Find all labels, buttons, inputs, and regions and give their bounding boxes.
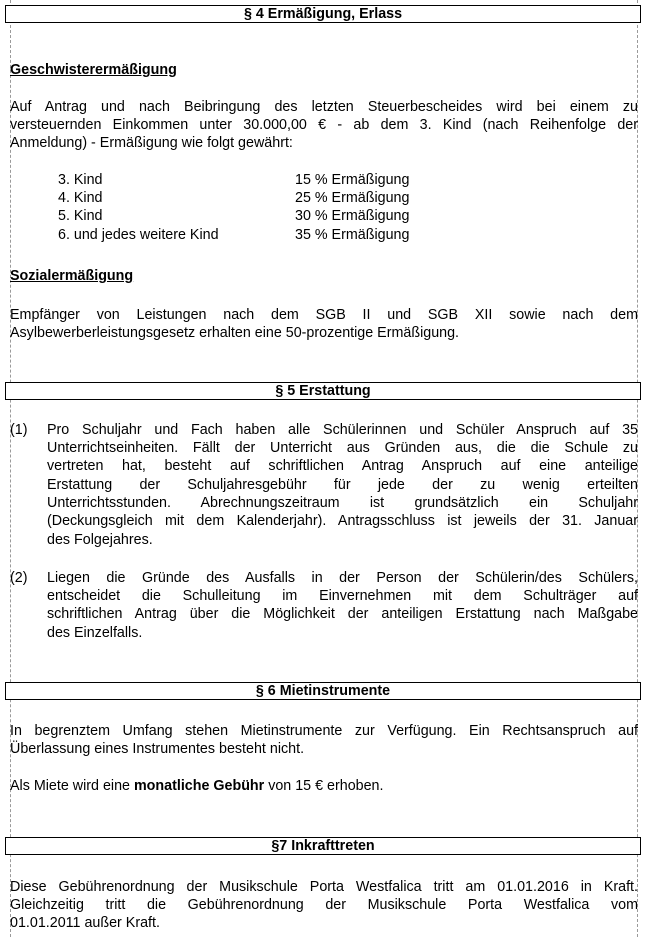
effective-text-line: 01.01.2011 außer Kraft. (10, 915, 160, 931)
refund-text-line: des Einzelfalls. (47, 625, 143, 641)
section-4-heading: § 4 Ermäßigung, Erlass (5, 5, 641, 23)
effective-text-line: Gleichzeitig tritt die Gebührenordnung der Musikschule Porta Westfalica vom (10, 897, 638, 913)
rate-row (58, 226, 458, 244)
rate-value: 25 % Ermäßigung (295, 190, 410, 206)
rental-fee-bold: monatliche Gebühr (133, 778, 265, 794)
rental-fee-prefix: Als Miete wird eine (10, 778, 134, 794)
social-text-line: Asylbewerberleistungsgesetz erhalten eine 50-prozentige Ermäßigung. (10, 325, 460, 341)
sibling-discount-title: Geschwisterermäßigung (10, 62, 177, 78)
rate-row (58, 171, 458, 189)
social-text-line: Empfänger von Leistungen nach dem SGB II und SGB XII sowie nach dem (10, 307, 638, 323)
rate-child: 4. Kind (58, 190, 103, 206)
refund-text-line: Unterrichtsstunden. Abrechnungszeitraum ist grundsätzlich ein Schuljahr (47, 495, 638, 511)
refund-text-line: vertreten hat, besteht auf schriftlichen Antrag Anspruch auf eine anteilige (47, 458, 638, 474)
rate-value: 15 % Ermäßigung (295, 172, 410, 188)
refund-text-line: Pro Schuljahr und Fach haben alle Schülerinnen und Schüler Anspruch auf 35 (47, 422, 638, 438)
rate-child: 6. und jedes weitere Kind (58, 227, 219, 243)
section-5-heading: § 5 Erstattung (5, 382, 641, 400)
refund-text-line: Erstattung der Schuljahresgebühr für jede der zu wenig erteilten (47, 477, 638, 493)
rate-value: 30 % Ermäßigung (295, 208, 410, 224)
rate-row (58, 207, 458, 225)
rate-child: 5. Kind (58, 208, 103, 224)
section-6-heading: § 6 Mietinstrumente (5, 682, 641, 700)
refund-text-line: Liegen die Gründe des Ausfalls in der Person der Schülerin/des Schülers, (47, 570, 638, 586)
rental-fee-suffix: von 15 € erhoben. (264, 778, 384, 794)
refund-text-line: schriftlichen Antrag über die Möglichkeit der anteiligen Erstattung nach Maßgabe (47, 606, 638, 622)
paragraph-1-number: (1) (10, 422, 28, 438)
effective-text-line: Diese Gebührenordnung der Musikschule Porta Westfalica tritt am 01.01.2016 in Kraft. (10, 879, 638, 895)
sibling-text-line: Auf Antrag und nach Beibringung des letzten Steuerbescheides wird bei einem zu (10, 99, 638, 115)
paragraph-2-number: (2) (10, 570, 28, 586)
social-discount-title: Sozialermäßigung (10, 268, 134, 284)
refund-text-line: des Folgejahres. (47, 532, 153, 548)
section-7-heading: §7 Inkrafttreten (5, 837, 641, 855)
refund-text-line: Unterrichtseinheiten. Fällt der Unterricht aus Gründen aus, die die Schule zu (47, 440, 638, 456)
refund-text-line: entscheidet die Schulleitung im Einvernehmen mit dem Schulträger auf (47, 588, 638, 604)
sibling-text-line: versteuernden Einkommen unter 30.000,00 € - ab dem 3. Kind (nach Reihenfolge der (10, 117, 638, 133)
rate-row (58, 189, 458, 207)
rental-text-line: In begrenztem Umfang stehen Mietinstrumente zur Verfügung. Ein Rechtsanspruch auf (10, 723, 638, 739)
rental-text-line: Überlassung eines Instrumentes besteht nicht. (10, 741, 305, 757)
rental-fee-line (10, 777, 638, 795)
refund-text-line: (Deckungsgleich mit dem Kalenderjahr). Antragsschluss ist jeweils der 31. Januar (47, 513, 638, 529)
rate-value: 35 % Ermäßigung (295, 227, 410, 243)
rate-child: 3. Kind (58, 172, 103, 188)
sibling-text-line: Anmeldung) - Ermäßigung wie folgt gewährt: (10, 135, 293, 151)
